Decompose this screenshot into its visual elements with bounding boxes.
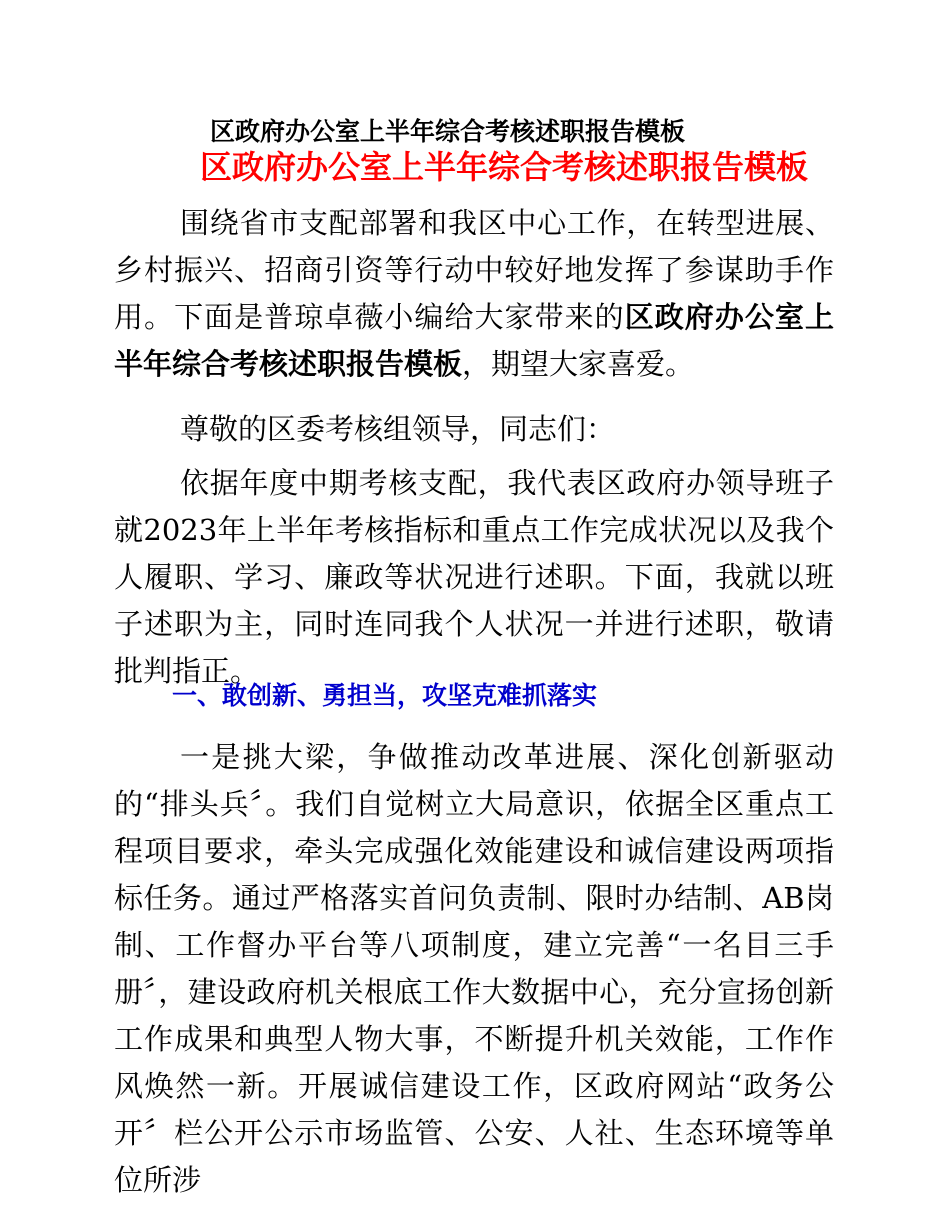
section-heading-1: 一、敢创新、勇担当，攻坚克难抓落实: [172, 681, 598, 710]
salutation: 尊敬的区委考核组领导，同志们：: [180, 412, 616, 446]
intro-text-start: 围绕省市支配部署和我区中心工作，在转型进展、乡村振兴、招商引资等行动中较好地发挥了参谋助手作用。下面是普琼卓薇小编给大家带来的: [114, 206, 834, 334]
body-paragraph-2: 一是挑大梁，争做推动改革进展、深化创新驱动的“排头兵〞。我们自觉树立大局意识，依据全区重点工程项目要求，牵头完成强化效能建设和诚信建设两项指标任务。通过严格落实首问负责制、限时办结制、AB岗制、工作督办平台等八项制度，建立完善“一名目三手册〞，建设政府机关根底工作大数据中心，充分宣扬创新工作成果和典型人物大事，不断提升机关效能，工作作风焕然一新。开展诚信建设工作，区政府网站“政务公开〞栏公开公示市场监管、公安、人社、生态环境等单位所涉: [114, 740, 834, 1197]
red-headline-title: 区政府办公室上半年综合考核述职报告模板: [200, 148, 809, 186]
body-paragraph-1: 依据年度中期考核支配，我代表区政府办领导班子就2023年上半年考核指标和重点工作完成状况以及我个人履职、学习、廉政等状况进行述职。下面，我就以班子述职为主，同时连同我个人状况一并进行述职，敬请批判指正。: [114, 466, 834, 688]
intro-text-end: ，期望大家喜爱。: [462, 347, 695, 381]
document-title: 区政府办公室上半年综合考核述职报告模板: [210, 117, 686, 146]
intro-bold-title: 区政府办公室上半年综合考核述职报告模板: [114, 300, 834, 381]
intro-paragraph: [114, 200, 834, 388]
